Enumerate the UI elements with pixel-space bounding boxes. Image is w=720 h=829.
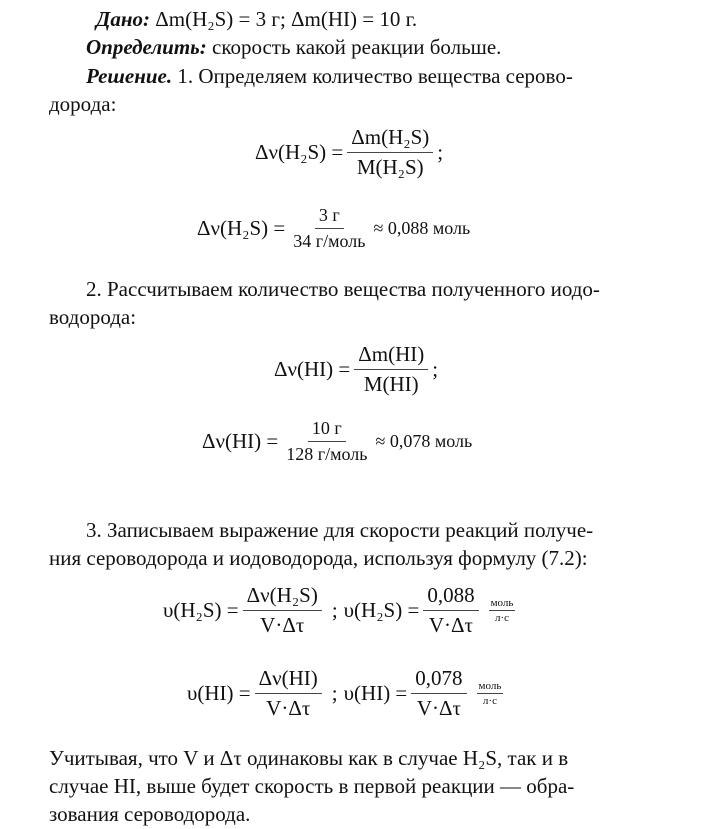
given-text: Δm(H₂S) = 3 г; Δm(HI) = 10 г.	[150, 7, 418, 31]
eq6-unit	[477, 680, 504, 707]
eq6-unit-denominator: л·с	[482, 695, 497, 707]
eq5-unit-numerator: моль	[490, 597, 514, 609]
eq5-unit-denominator: л·с	[494, 612, 509, 624]
equation-3	[274, 342, 438, 397]
solution-label: Решение.	[86, 64, 173, 88]
conclusion-line-1: Учитывая, что V и Δτ одинаковы как в случае H₂S, так и в	[49, 746, 569, 770]
eq3-fraction	[354, 342, 428, 397]
equation-5	[163, 583, 515, 638]
eq4-numerator: 10 г	[308, 418, 346, 442]
eq1-numerator: Δm(H₂S)	[347, 125, 433, 153]
eq2-lhs: Δν(H₂S) =	[197, 216, 286, 240]
equation-6	[187, 666, 503, 721]
eq4-lhs: Δν(HI) =	[202, 429, 279, 453]
equation-2	[197, 205, 470, 252]
determine-text: скорость какой реакции больше.	[206, 35, 502, 59]
step3-line-2: ния сероводорода и иодоводорода, используя формулу (7.2):	[49, 546, 588, 570]
eq5-fraction-2	[423, 583, 478, 638]
eq5-numerator-2: 0,088	[423, 583, 478, 611]
step3-line-1: 3. Записываем выражение для скорости реакций получе-	[86, 518, 594, 542]
solution-line-1	[86, 63, 573, 90]
equation-1	[255, 125, 443, 180]
eq5-fraction	[243, 583, 322, 638]
eq3-lhs: Δν(HI) =	[274, 357, 351, 381]
eq5-lhs-2: υ(H₂S) =	[343, 598, 420, 622]
determine-label: Определить:	[86, 35, 207, 59]
eq1-denominator: M(H₂S)	[356, 155, 424, 179]
given-line	[96, 6, 417, 33]
eq6-lhs: υ(HI) =	[187, 681, 251, 705]
given-label: Дано:	[96, 7, 150, 31]
eq6-denominator-2: V·Δτ	[416, 696, 461, 720]
eq6-numerator: Δν(HI)	[255, 666, 322, 694]
eq6-fraction-2	[411, 666, 466, 721]
eq1-fraction	[347, 125, 433, 180]
eq4-denominator: 128 г/моль	[286, 444, 368, 464]
eq6-denominator: V·Δτ	[266, 696, 311, 720]
eq5-unit	[489, 597, 516, 624]
eq3-tail: ;	[432, 357, 439, 381]
eq6-unit-numerator: моль	[478, 680, 502, 692]
conclusion-line-2: случае HI, выше будет скорость в первой реакции — обра-	[49, 774, 575, 798]
step1-line-1: 1. Определяем количество вещества серово-	[172, 64, 573, 88]
eq5-lhs: υ(H₂S) =	[163, 598, 239, 622]
eq1-lhs: Δν(H₂S) =	[255, 140, 344, 164]
conclusion-line-3: зования сероводорода.	[49, 802, 251, 826]
equation-4	[202, 418, 472, 465]
eq2-fraction	[289, 205, 369, 252]
eq2-result: ≈ 0,088 моль	[373, 218, 471, 238]
eq5-denominator: V·Δτ	[260, 613, 305, 637]
step1-line-2: дорода:	[49, 92, 117, 116]
determine-line	[86, 34, 501, 61]
eq5-separator: ;	[331, 598, 338, 622]
step2-line-1: 2. Рассчитываем количество вещества полученного иодо-	[86, 277, 600, 301]
eq4-result: ≈ 0,078 моль	[375, 431, 473, 451]
step2-line-2: водорода:	[49, 305, 137, 329]
eq6-separator: ;	[331, 681, 338, 705]
eq4-fraction	[282, 418, 371, 465]
eq2-denominator: 34 г/моль	[293, 231, 366, 251]
eq6-numerator-2: 0,078	[411, 666, 466, 694]
eq3-numerator: Δm(HI)	[354, 342, 428, 370]
eq5-numerator: Δν(H₂S)	[243, 583, 322, 611]
eq5-denominator-2: V·Δτ	[428, 613, 473, 637]
eq3-denominator: M(HI)	[363, 372, 419, 396]
eq1-tail: ;	[437, 140, 444, 164]
eq6-lhs-2: υ(HI) =	[343, 681, 408, 705]
eq2-numerator: 3 г	[315, 205, 344, 229]
eq6-fraction	[255, 666, 322, 721]
